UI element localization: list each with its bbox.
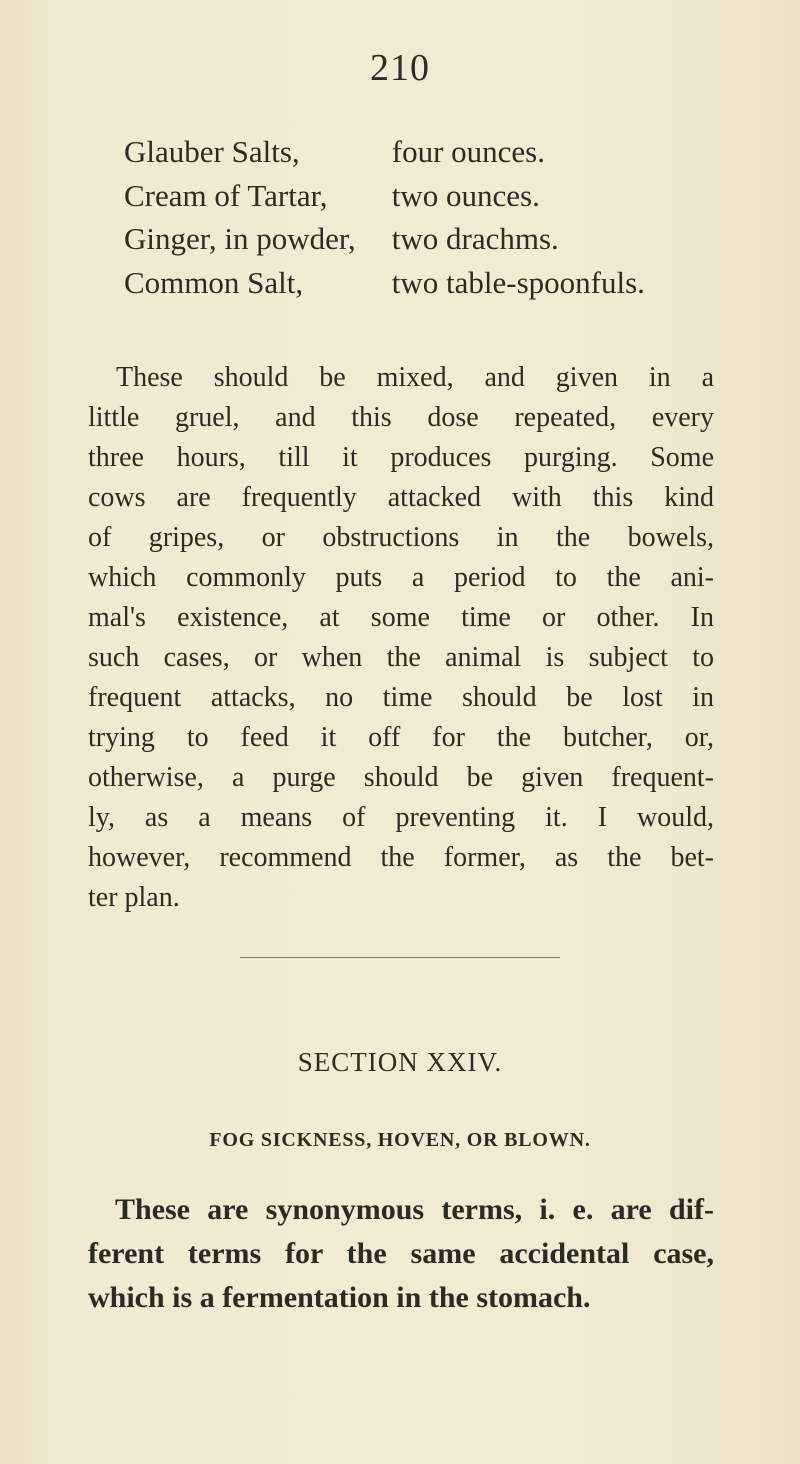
recipe-ingredient: Glauber Salts,: [124, 134, 300, 169]
recipe-quantity: two table-spoonfuls.: [391, 264, 645, 300]
recipe-ingredient: Ginger, in powder,: [124, 221, 356, 256]
section-line: which is a fermentation in the stomach.: [88, 1281, 591, 1314]
paragraph-line: ly, as a means of preventing it. I would,: [88, 802, 714, 833]
paragraph-line: trying to feed it off for the butcher, or,: [88, 722, 714, 753]
recipe-quantity: two ounces.: [391, 177, 540, 213]
paragraph-line: such cases, or when the animal is subject to: [88, 642, 714, 673]
page-number: 210: [370, 47, 430, 89]
section-paragraph: [88, 1188, 714, 1320]
paragraph-line: frequent attacks, no time should be lost in: [88, 682, 714, 713]
recipe-line: [124, 261, 684, 305]
paragraph-line: otherwise, a purge should be given frequent-: [88, 762, 714, 793]
recipe-ingredient: Cream of Tartar,: [124, 177, 328, 213]
section-heading: SECTION XXIV.: [297, 1047, 503, 1077]
paragraph-line: little gruel, and this dose repeated, every: [88, 402, 714, 433]
paragraph-line: however, recommend the former, as the bet-: [88, 842, 714, 873]
recipe-line: [124, 217, 684, 261]
paragraph-line: of gripes, or obstructions in the bowels,: [88, 522, 714, 553]
paragraph-line: cows are frequently attacked with this kind: [88, 482, 714, 513]
paragraph-line: which commonly puts a period to the ani-: [88, 562, 714, 593]
section-divider: [240, 957, 560, 958]
recipe-line: [124, 174, 684, 218]
paragraph-line: These should be mixed, and given in a: [116, 362, 714, 393]
section-subheading: FOG SICKNESS, HOVEN, OR BLOWN.: [209, 1129, 591, 1151]
recipe-quantity: four ounces.: [391, 134, 545, 169]
paragraph-line: ter plan.: [88, 882, 180, 913]
section-line: These are synonymous terms, i. e. are dif-: [115, 1193, 714, 1226]
section-line: ferent terms for the same accidental case,: [88, 1237, 714, 1270]
paragraph-line: mal's existence, at some time or other. In: [88, 602, 714, 633]
recipe-ingredient: Common Salt,: [124, 264, 304, 300]
recipe-list: [124, 130, 684, 304]
recipe-quantity: two drachms.: [391, 221, 559, 256]
paragraph-line: three hours, till it produces purging. Some: [88, 442, 714, 473]
recipe-line: [124, 130, 684, 174]
main-paragraph: [88, 358, 714, 918]
